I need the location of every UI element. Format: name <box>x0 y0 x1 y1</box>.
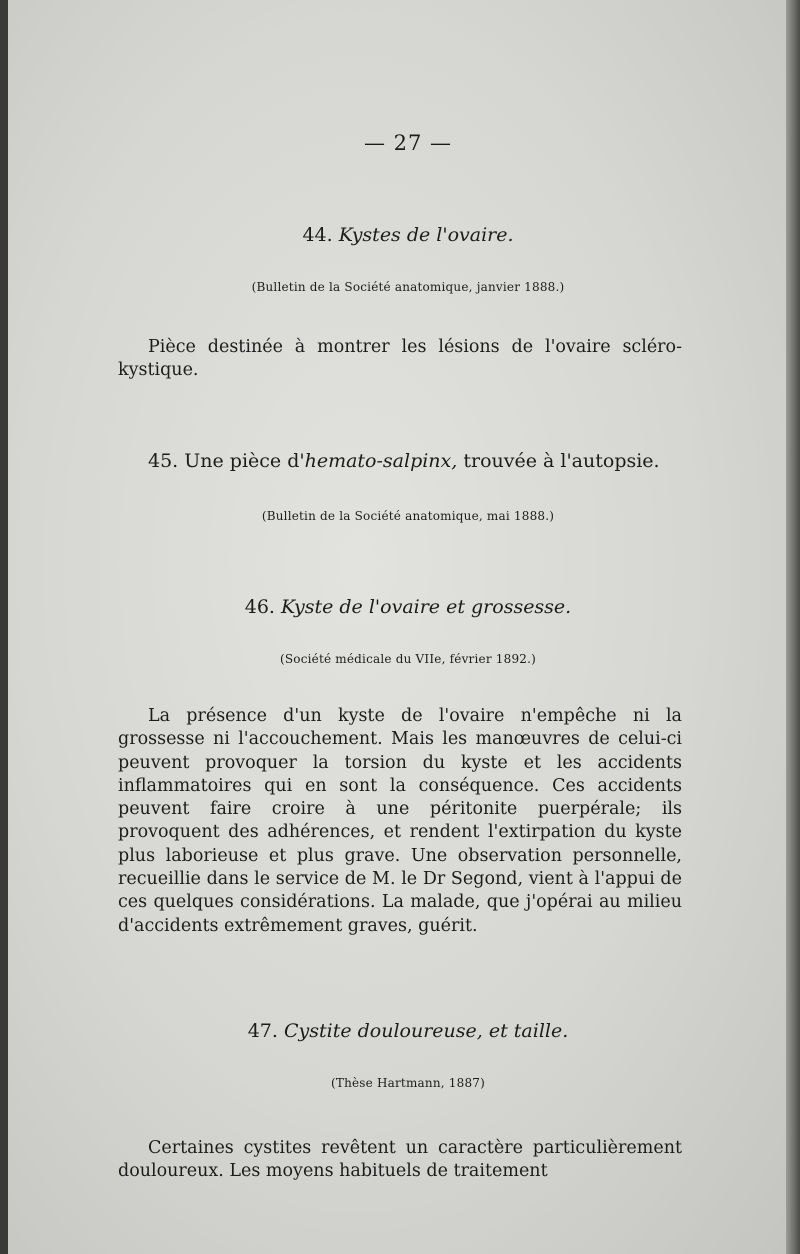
entry-44-title: Kystes de l'ovaire. <box>338 224 514 246</box>
entry-47-number: 47. <box>247 1020 278 1042</box>
book-page <box>8 0 786 1254</box>
entry-47-heading <box>8 1020 786 1042</box>
entry-46-text: La présence d'un kyste de l'ovaire n'empêche ni la grossesse ni l'accouchement. Mais les manœuvres de celui-ci peuvent provoquer la torsion du kyste et les accidents inflammatoires qui en sont la conséquence. Ces accidents peuvent faire croire à une péritonite puerpérale; ils provoquent des adhérences, et rendent l'extirpation du kyste plus laborieuse et plus grave. Une observation personnelle, recueillie dans le service de M. le Dr Segond, vient à l'appui de ces quelques considérations. La malade, que j'opérai au milieu d'accidents extrêmement graves, guérit. <box>118 706 682 936</box>
page-number: — 27 — <box>363 131 453 155</box>
entry-47-text: Certaines cystites revêtent un caractère particulièrement douloureux. Les moyens habituels de traitement <box>118 1138 682 1182</box>
entry-45-reference: (Bulletin de la Société anatomique, mai 1888.) <box>261 509 555 523</box>
entry-46-number: 46. <box>244 596 275 618</box>
entry-44-reference: (Bulletin de la Société anatomique, janvier 1888.) <box>251 280 565 294</box>
entry-44-text: Pièce destinée à montrer les lésions de l'ovaire scléro-kystique. <box>118 337 682 381</box>
entry-46-heading <box>8 596 786 618</box>
entry-45-title-start: Une pièce d' <box>184 450 305 472</box>
entry-45-number: 45. <box>148 450 179 472</box>
entry-45-title-italic: hemato-salpinx, <box>304 450 458 472</box>
entry-47-title: Cystite douloureuse, et taille. <box>283 1020 569 1042</box>
entry-45-title-end: trouvée à l'autopsie. <box>457 450 660 472</box>
entry-45-heading <box>148 450 708 472</box>
entry-44-number: 44. <box>302 224 333 246</box>
entry-46-reference: (Société médicale du VIIe, février 1892.) <box>279 652 537 666</box>
entry-47-reference: (Thèse Hartmann, 1887) <box>330 1076 485 1090</box>
entry-46-title: Kyste de l'ovaire et grossesse. <box>281 596 572 618</box>
entry-44-heading <box>8 224 786 246</box>
page-edge-shadow <box>786 0 800 1254</box>
